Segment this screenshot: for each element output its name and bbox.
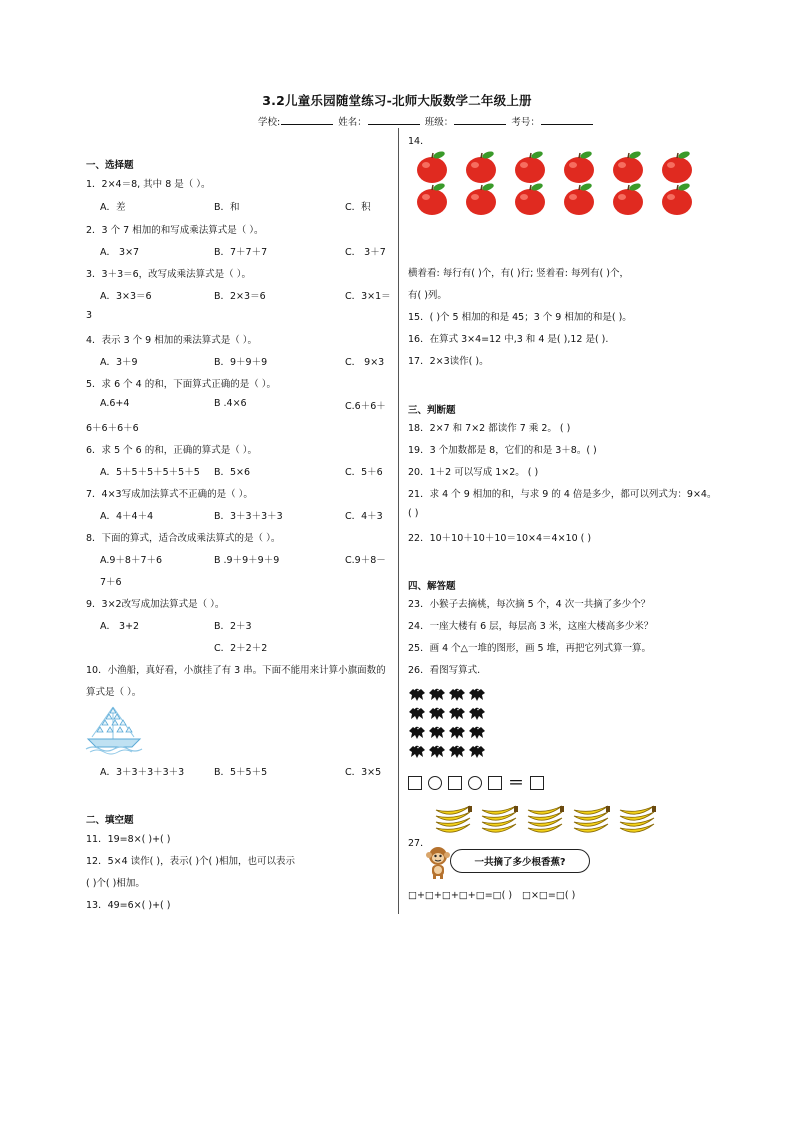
question-22: 22．10＋10＋10＋10＝10×4＝4×10 ( ) <box>408 533 592 544</box>
q2-option-b[interactable]: B．7＋7＋7 <box>214 247 268 258</box>
apple-icon <box>613 182 643 215</box>
column-divider <box>398 128 399 914</box>
q3-option-b[interactable]: B．2×3＝6 <box>214 291 266 302</box>
school-blank[interactable] <box>281 115 333 125</box>
bat-icon <box>469 689 485 701</box>
name-blank[interactable] <box>368 115 420 125</box>
operator-circle-1[interactable] <box>428 776 442 790</box>
bat-icon <box>449 689 465 701</box>
question-26: 26．看图写算式. <box>408 665 481 676</box>
question-8: 8．下面的算式，适合改成乘法算式的是（ ）。 <box>86 533 281 544</box>
q4-option-b[interactable]: B．9＋9＋9 <box>214 357 268 368</box>
question-18: 18．2×7 和 7×2 都读作 7 乘 2。 ( ) <box>408 423 571 434</box>
q9-option-a[interactable]: A． 3+2 <box>100 621 140 632</box>
class-blank[interactable] <box>454 115 506 125</box>
q3-option-c[interactable]: C．3×1＝ <box>345 291 391 302</box>
q10-option-c[interactable]: C．3×5 <box>345 767 382 778</box>
apple-icon <box>417 150 447 183</box>
q4-option-a[interactable]: A．3＋9 <box>100 357 138 368</box>
bat-icon <box>429 689 445 701</box>
school-label: 学校: <box>258 117 281 128</box>
bat-icon <box>409 746 425 758</box>
question-12-continued: ( )个( )相加。 <box>86 878 145 889</box>
question-4: 4．表示 3 个 9 相加的乘法算式是（ ）。 <box>86 335 257 346</box>
apple-icon <box>466 182 496 215</box>
q2-option-c[interactable]: C． 3＋7 <box>345 247 386 258</box>
question-14-text: 横着看: 每行有( )个，有( )行; 竖着看: 每列有( )个， <box>408 268 629 279</box>
question-19: 19．3 个加数都是 8，它们的和是 3＋8。( ) <box>408 445 597 456</box>
q8-option-c[interactable]: C.9＋8－ <box>345 555 386 566</box>
question-25: 25．画 4 个△一堆的图形，画 5 堆，再把它列式算一算。 <box>408 643 652 654</box>
q27-multiplication-formula: □×□=□( ) <box>522 890 576 901</box>
question-20: 20．1＋2 可以写成 1×2。 ( ) <box>408 467 539 478</box>
question-6: 6．求 5 个 6 的和，正确的算式是（ ）。 <box>86 445 257 456</box>
apple-icon <box>564 182 594 215</box>
banana-bunch-icon <box>436 806 472 832</box>
bat-icon <box>449 708 465 720</box>
apple-icon <box>662 182 692 215</box>
question-23: 23．小猴子去摘桃，每次摘 5 个，4 次一共摘了多少个？ <box>408 599 651 610</box>
q1-option-c[interactable]: C．积 <box>345 202 371 213</box>
q8-option-b[interactable]: B .9＋9＋9＋9 <box>214 555 280 566</box>
question-9: 9．3×2改写成加法算式是（ ）。 <box>86 599 225 610</box>
question-12: 12．5×4 读作( )，表示( )个( )相加，也可以表示 <box>86 856 295 867</box>
question-24: 24．一座大楼有 6 层，每层高 3 米，这座大楼高多少米？ <box>408 621 654 632</box>
q8-option-c-continued: 7＋6 <box>100 577 122 588</box>
apple-icon <box>466 150 496 183</box>
class-label: 班级： <box>424 117 454 128</box>
speech-bubble: 一共摘了多少根香蕉? <box>450 849 590 873</box>
bat-icon <box>429 727 445 739</box>
bat-icon <box>469 727 485 739</box>
apple-icon <box>564 150 594 183</box>
equals-sign: ＝ <box>508 773 525 792</box>
question-7: 7．4×3写成加法算式不正确的是（ ）。 <box>86 489 253 500</box>
bat-icon <box>409 708 425 720</box>
q9-option-b[interactable]: B．2＋3 <box>214 621 252 632</box>
answer-box-2[interactable] <box>448 776 462 790</box>
question-16: 16．在算式 3×4=12 中,3 和 4 是( ),12 是( ). <box>408 334 609 345</box>
question-5: 5．求 6 个 4 的和，下面算式正确的是（ ）。 <box>86 379 276 390</box>
bat-icon <box>449 746 465 758</box>
q6-option-b[interactable]: B．5×6 <box>214 467 251 478</box>
question-21-continued: ( ) <box>408 508 419 519</box>
apple-icon <box>417 182 447 215</box>
apple-icon <box>613 150 643 183</box>
section-choice-heading: 一、选择题 <box>86 160 134 171</box>
q5-option-b[interactable]: B .4×6 <box>214 398 247 409</box>
question-21: 21．求 4 个 9 相加的和，与求 9 的 4 倍是多少，都可以列式为：9×4。 <box>408 489 717 500</box>
section-judge-heading: 三、判断题 <box>408 405 456 416</box>
operator-circle-2[interactable] <box>468 776 482 790</box>
question-1: 1．2×4＝8, 其中 8 是（ ）。 <box>86 179 211 190</box>
q3-option-c-continued: 3 <box>86 310 93 321</box>
question-27: 27． <box>408 838 430 849</box>
apple-icon <box>662 150 692 183</box>
apples-grid <box>414 152 704 218</box>
q5-option-c[interactable]: C.6＋6＋ <box>345 401 386 412</box>
answer-box-3[interactable] <box>488 776 502 790</box>
q4-option-c[interactable]: C． 9×3 <box>345 357 385 368</box>
equation-template <box>408 775 544 791</box>
boat-illustration <box>86 705 142 753</box>
q3-option-a[interactable]: A．3×3＝6 <box>100 291 152 302</box>
q2-option-a[interactable]: A． 3×7 <box>100 247 140 258</box>
q5-option-c-continued: 6＋6＋6＋6 <box>86 423 139 434</box>
answer-box-4[interactable] <box>530 776 544 790</box>
answer-box-1[interactable] <box>408 776 422 790</box>
page-title: 3.2儿童乐园随堂练习-北师大版数学二年级上册 <box>262 93 532 108</box>
q27-addition-formula: □+□+□+□+□=□( ) <box>408 890 513 901</box>
q10-option-a[interactable]: A．3＋3＋3＋3＋3 <box>100 767 185 778</box>
apple-icon <box>515 182 545 215</box>
question-13: 13．49=6×( )+( ) <box>86 900 171 911</box>
apple-icon <box>515 150 545 183</box>
banana-bunch-icon <box>574 806 610 832</box>
bat-icon <box>409 727 425 739</box>
q1-option-b[interactable]: B．和 <box>214 202 240 213</box>
bat-icon <box>409 689 425 701</box>
q8-option-a[interactable]: A.9＋8＋7＋6 <box>100 555 163 566</box>
bat-icon <box>449 727 465 739</box>
question-3: 3．3＋3＝6，改写成乘法算式是（ ）。 <box>86 269 251 280</box>
exam-label: 考号： <box>511 117 540 128</box>
banana-bunch-icon <box>620 806 656 832</box>
bananas-illustration <box>430 800 660 840</box>
section-fill-heading: 二、填空题 <box>86 815 134 826</box>
question-17: 17．2×3读作( )。 <box>408 356 489 367</box>
bat-icon <box>469 746 485 758</box>
bat-icon <box>429 708 445 720</box>
question-10-continued: 算式是（ ）。 <box>86 687 142 698</box>
question-14-continued: 有( )列。 <box>408 290 447 301</box>
bat-icon <box>429 746 445 758</box>
banana-bunch-icon <box>528 806 564 832</box>
section-solve-heading: 四、解答题 <box>408 581 456 592</box>
exam-blank[interactable] <box>541 115 593 125</box>
q6-option-a[interactable]: A．5＋5＋5＋5＋5＋5 <box>100 467 200 478</box>
name-label: 姓名： <box>338 117 367 128</box>
q7-option-c[interactable]: C．4＋3 <box>345 511 383 522</box>
question-10: 10．小渔船，真好看，小旗挂了有 3 串。下面不能用来计算小旗面数的 <box>86 665 386 676</box>
q7-option-b[interactable]: B．3＋3＋3＋3 <box>214 511 283 522</box>
q5-option-a[interactable]: A.6+4 <box>100 398 130 409</box>
bat-icon <box>469 708 485 720</box>
banana-bunch-icon <box>482 806 518 832</box>
student-info-line <box>258 114 595 128</box>
question-2: 2．3 个 7 相加的和写成乘法算式是（ ）。 <box>86 225 264 236</box>
bats-illustration <box>408 686 492 766</box>
q1-option-a[interactable]: A．差 <box>100 202 126 213</box>
monkey-icon <box>425 846 451 880</box>
q10-option-b[interactable]: B．5＋5＋5 <box>214 767 268 778</box>
question-11: 11．19=8×( )+( ) <box>86 834 171 845</box>
question-15: 15．( )个 5 相加的和是 45；3 个 9 相加的和是( )。 <box>408 312 632 323</box>
q7-option-a[interactable]: A．4＋4＋4 <box>100 511 154 522</box>
q9-option-c[interactable]: C．2＋2＋2 <box>214 643 268 654</box>
q6-option-c[interactable]: C．5＋6 <box>345 467 383 478</box>
question-14: 14． <box>408 136 430 147</box>
